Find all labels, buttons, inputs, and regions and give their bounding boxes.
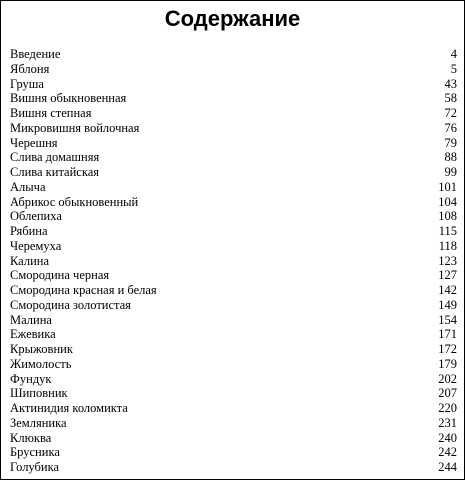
toc-entry-label: Смородина золотистая (10, 297, 131, 312)
toc-entry-page-number: 240 (438, 430, 457, 445)
toc-entry-label: Жимолость (10, 356, 72, 371)
toc-entry (10, 313, 457, 328)
toc-entry-page-number: 231 (438, 415, 457, 430)
toc-entry (10, 106, 457, 121)
toc-entry-page-number: 5 (450, 61, 457, 76)
toc-entry-page-number: 179 (438, 356, 457, 371)
toc-entry-page-number: 43 (444, 76, 457, 91)
toc-entry-label: Вишня обыкновенная (10, 91, 127, 106)
toc-entry-label: Крыжовник (10, 342, 73, 356)
toc-entry (10, 62, 457, 77)
toc-entry (10, 386, 457, 401)
toc-entry-label: Слива домашняя (10, 150, 100, 165)
toc-entry-label: Абрикос обыкновенный (10, 194, 139, 209)
toc-entry (10, 209, 457, 224)
toc-entry (10, 372, 457, 387)
toc-entry-label: Слива китайская (10, 165, 100, 179)
toc-entry-label: Микровишня войлочная (10, 120, 140, 135)
toc-entry-label: Актинидия коломикта (10, 401, 128, 415)
toc-entry-label: Смородина черная (10, 268, 110, 283)
toc-entry-page-number: 104 (438, 194, 457, 209)
toc-entry-page-number: 154 (438, 312, 457, 327)
toc-entry-page-number: 123 (438, 253, 457, 268)
toc-entry-label: Яблоня (10, 61, 50, 76)
toc-entry (10, 91, 457, 106)
toc-entry (10, 327, 457, 342)
toc-entry-page-number: 118 (438, 238, 457, 253)
toc-entry (10, 401, 457, 416)
toc-entry-page-number: 202 (438, 371, 457, 386)
toc-entry-label: Введение (10, 47, 61, 61)
toc-entry (10, 283, 457, 298)
toc-entry-page-number: 149 (438, 297, 457, 312)
toc-entry-page-number: 79 (444, 135, 457, 150)
table-of-contents (10, 47, 457, 475)
toc-entry (10, 77, 457, 92)
toc-entry (10, 431, 457, 446)
toc-entry-label: Земляника (10, 415, 67, 430)
toc-entry-page-number: 207 (438, 386, 457, 401)
toc-entry (10, 195, 457, 210)
toc-entry (10, 357, 457, 372)
toc-entry-page-number: 108 (438, 209, 457, 224)
toc-entry (10, 342, 457, 357)
toc-entry-label: Клюква (10, 430, 52, 445)
toc-entry (10, 150, 457, 165)
toc-entry (10, 180, 457, 195)
toc-entry (10, 445, 457, 460)
toc-entry-page-number: 172 (438, 342, 457, 356)
toc-entry (10, 224, 457, 239)
toc-entry-label: Малина (10, 312, 52, 327)
toc-entry (10, 416, 457, 431)
toc-entry-label: Калина (10, 253, 49, 268)
toc-entry-page-number: 220 (438, 401, 457, 415)
toc-entry-page-number: 142 (438, 283, 457, 297)
toc-entry-label: Груша (10, 76, 44, 91)
toc-entry-page-number: 88 (444, 150, 457, 165)
toc-entry-label: Смородина красная и белая (10, 283, 157, 297)
toc-entry-page-number: 171 (438, 327, 457, 342)
toc-entry-label: Брусника (10, 445, 60, 460)
toc-entry-label: Шиповник (10, 386, 68, 401)
toc-entry (10, 254, 457, 269)
toc-entry-page-number: 76 (444, 120, 457, 135)
toc-entry-page-number: 99 (444, 165, 457, 179)
toc-entry-label: Черемуха (10, 238, 62, 253)
toc-entry-page-number: 72 (444, 106, 457, 120)
toc-entry-label: Голубика (10, 460, 60, 474)
toc-entry-label: Вишня степная (10, 106, 92, 120)
toc-entry-label: Ежевика (10, 327, 56, 342)
toc-entry-label: Облепиха (10, 209, 62, 224)
toc-entry (10, 165, 457, 180)
toc-entry (10, 298, 457, 313)
toc-entry-page-number: 115 (438, 224, 457, 238)
toc-entry-page-number: 101 (438, 179, 457, 194)
toc-entry (10, 121, 457, 136)
toc-entry-page-number: 244 (438, 460, 457, 474)
toc-entry-label: Черешня (10, 135, 58, 150)
toc-entry-label: Фундук (10, 371, 52, 386)
toc-entry-page-number: 4 (450, 47, 457, 61)
page-title: Содержание (164, 6, 301, 31)
toc-entry (10, 47, 457, 62)
toc-entry-label: Алыча (10, 179, 46, 194)
toc-entry (10, 460, 457, 475)
toc-entry-page-number: 242 (438, 445, 457, 460)
toc-entry (10, 239, 457, 254)
toc-entry (10, 268, 457, 283)
toc-entry (10, 136, 457, 151)
toc-entry-label: Рябина (10, 224, 48, 238)
toc-entry-page-number: 127 (438, 268, 457, 283)
toc-entry-page-number: 58 (444, 91, 457, 106)
